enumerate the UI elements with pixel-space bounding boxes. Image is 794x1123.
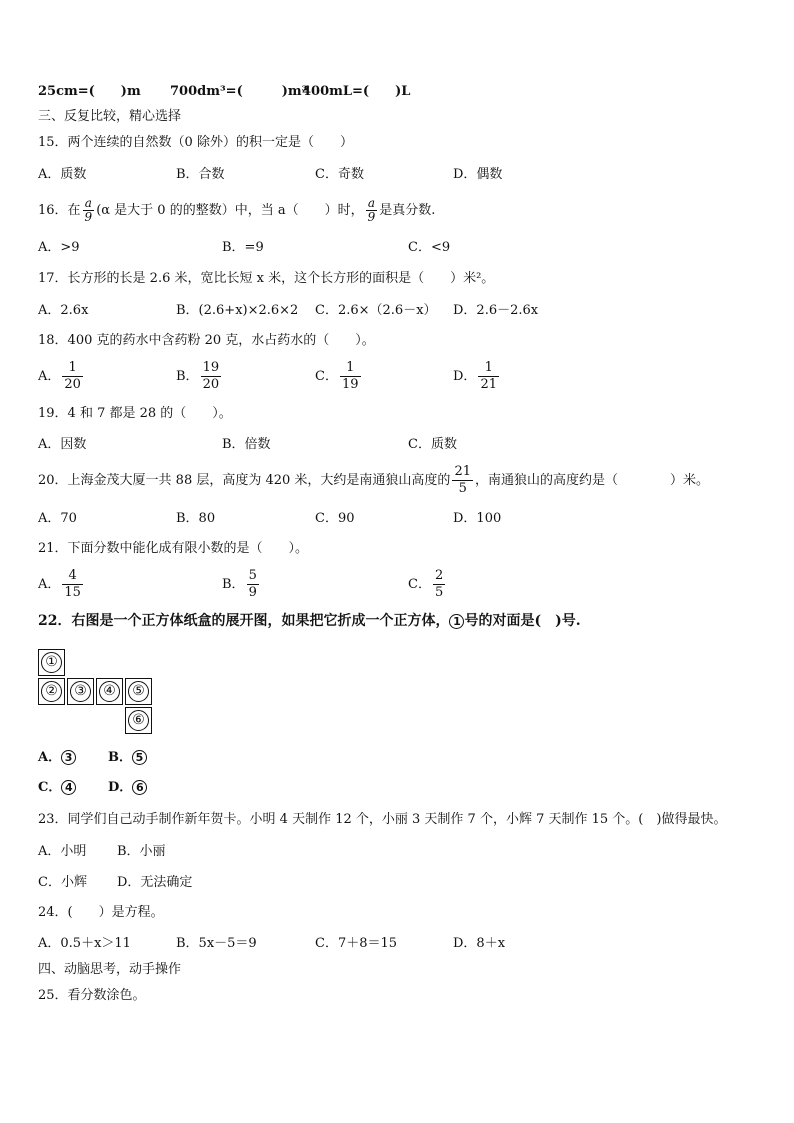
question-16: 16．在 $\frac{a}{9}$ (α 是大于 0 的的整数）中，当 a（ ）时， $\frac{a}{9}$ 是真分数. [38,196,436,224]
q24-option-c: C．7＋8＝15 [315,936,398,951]
q23-option-b: B．小丽 [117,844,166,859]
conversion-ml-to-l: 400mL=( )L [302,84,411,99]
q24-option-a: A．0.5＋x＞11 [38,936,131,951]
question-25: 25．看分数涂色。 [38,988,146,1003]
question-21: 21．下面分数中能化成有限小数的是（ ）。 [38,541,309,556]
q15-option-a: A．质数 [38,167,87,182]
q15-option-d: D．偶数 [453,167,503,182]
q16-option-c: C．<9 [408,240,451,255]
q16-option-b: B．=9 [222,240,264,255]
q23-option-d: D．无法确定 [117,875,193,890]
q18-option-d: D． $\frac{1}{21}$ [453,360,497,392]
net-face-4: ④ [96,678,123,705]
fraction-a-over-9: $\frac{a}{9}$ [84,196,93,224]
q24-option-d: D．8＋x [453,936,506,951]
net-face-3: ③ [67,678,94,705]
section-3-heading: 三、反复比较，精心选择 [38,109,182,124]
net-face-1: ① [38,649,65,676]
q19-option-c: C．质数 [408,437,457,452]
question-22: 22．右图是一个正方体纸盒的展开图，如果把它折成一个正方体， 1 号的对面是( )号. [38,613,581,629]
q17-option-d: D．2.6－2.6x [453,303,539,318]
question-24: 24．( ）是方程。 [38,905,164,920]
q15-option-c: C．奇数 [315,167,364,182]
q21-option-b: B． $\frac{5}{9}$ [222,568,257,600]
section-4-heading: 四、动脑思考，动手操作 [38,962,182,977]
q18-option-a: A． $\frac{1}{20}$ [38,360,81,392]
q16-option-a: A．>9 [38,240,80,255]
q22-option-c: C． 4 [38,780,76,796]
q21-option-a: A． $\frac{4}{15}$ [38,568,81,600]
question-17: 17．长方形的长是 2.6 米，宽比长短 x 米，这个长方形的面积是（ ）米²。 [38,271,495,286]
q24-option-b: B．5x－5＝9 [176,936,257,951]
conversion-dm3-to-m3: 700dm³=( )m³ [170,84,308,99]
net-face-6: ⑥ [125,707,152,734]
q17-option-b: B．(2.6+x)×2.6×2 [176,303,299,318]
question-23: 23．同学们自己动手制作新年贺卡。小明 4 天制作 12 个，小丽 3 天制作 7 个，小辉 7 天制作 15 个。( )做得最快。 [38,812,727,827]
q23-option-c: C．小辉 [38,875,87,890]
q17-option-c: C．2.6×（2.6－x） [315,303,437,318]
question-18: 18．400 克的药水中含药粉 20 克，水占药水的（ ）。 [38,333,375,348]
q18-option-c: C． $\frac{1}{19}$ [315,360,359,392]
q22-option-a: A． 3 [38,750,76,766]
q22-option-d: D． 6 [108,780,147,796]
question-20: 20．上海金茂大厦一共 88 层，高度为 420 米，大约是南通狼山高度的 $\frac{21}{5}$ ，南通狼山的高度约是（ ）米。 [38,464,709,496]
q19-option-a: A．因数 [38,437,87,452]
q20-option-a: A．70 [38,511,77,526]
question-15: 15．两个连续的自然数（0 除外）的积一定是（ ） [38,135,353,150]
q21-option-c: C． $\frac{2}{5}$ [408,568,444,600]
q15-option-b: B．合数 [176,167,225,182]
q23-option-a: A．小明 [38,844,87,859]
fraction-a-over-9: $\frac{a}{9}$ [367,196,376,224]
q20-option-d: D．100 [453,511,502,526]
q22-option-b: B． 5 [108,750,147,766]
fraction-21-over-5: $\frac{21}{5}$ [454,464,471,496]
conversion-cm-to-m: 25cm=( )m [38,84,141,99]
circled-number-1: 1 [449,614,464,629]
q20-option-b: B．80 [176,511,216,526]
net-face-5: ⑤ [125,678,152,705]
q19-option-b: B．倍数 [222,437,271,452]
q18-option-b: B． $\frac{19}{20}$ [176,360,220,392]
q17-option-a: A．2.6x [38,303,89,318]
question-19: 19．4 和 7 都是 28 的（ ）。 [38,406,232,421]
q20-option-c: C．90 [315,511,355,526]
net-face-2: ② [38,678,65,705]
